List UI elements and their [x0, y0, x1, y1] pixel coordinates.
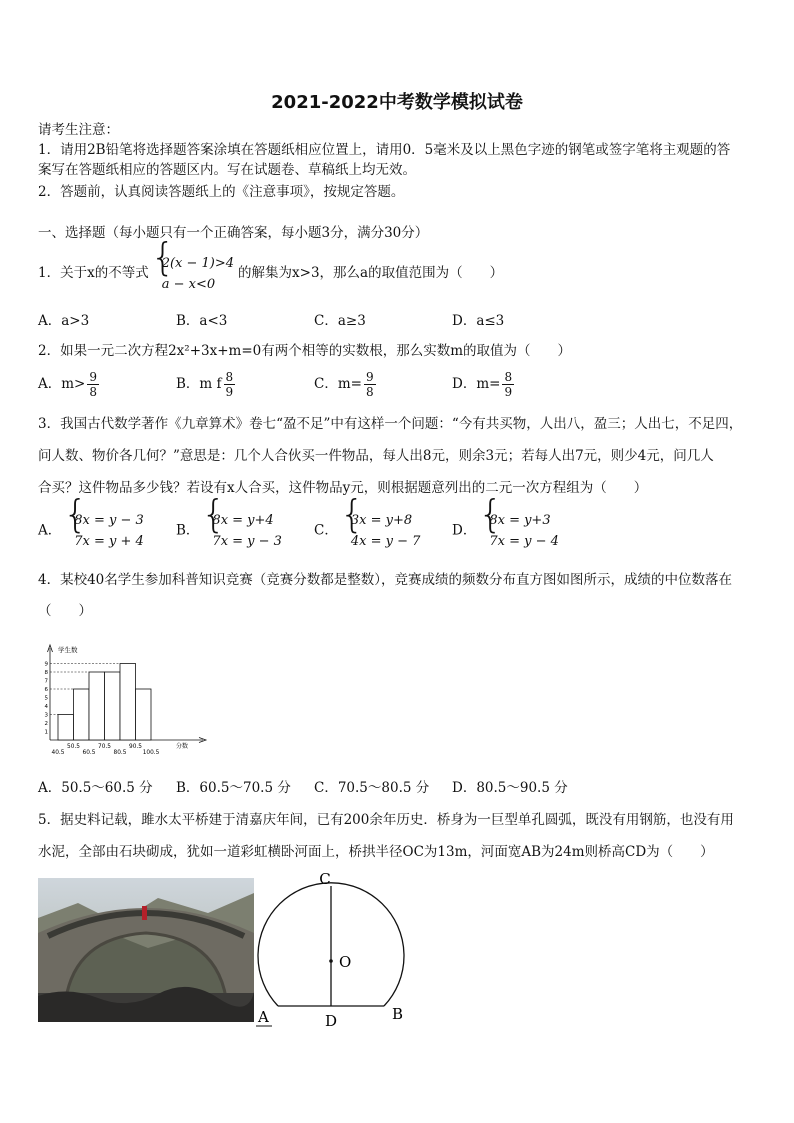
q2-option-c-fraction — [364, 370, 376, 399]
y-tick-label: 6 — [44, 687, 48, 693]
y-tick-label: 4 — [44, 704, 48, 710]
x-tick-label: 90.5 — [129, 744, 142, 750]
q3-option-c — [314, 510, 424, 552]
denominator: 9 — [504, 385, 513, 399]
label-d: D — [324, 1012, 338, 1030]
question-5-line-2: 水泥，全部由石块砌成，犹如一道彩虹横卧河面上，桥拱半径OC为13m，河面宽AB为24m则桥高CD为（ ） — [38, 844, 714, 860]
question-4-line-2: （ ） — [38, 603, 92, 619]
q1-prefix: 1．关于x的不等式 — [38, 265, 149, 281]
denominator: 8 — [365, 385, 374, 399]
bridge-photo — [38, 878, 254, 1022]
question-3-line-2: 问人数、物价各几何？”意思是：几个人合伙买一件物品，每人出8元，则余3元；若每人出7元，则少4元，问几人 — [38, 448, 714, 464]
section-heading: 一、选择题（每小题只有一个正确答案，每小题3分，满分30分） — [38, 225, 429, 241]
q4-option-b: B．60.5～70.5 分 — [176, 780, 291, 796]
q1-inequality-system — [153, 253, 234, 295]
q3-option-a-system — [65, 510, 144, 552]
x-tick-label: 60.5 — [82, 750, 96, 756]
histogram-bar — [136, 689, 152, 740]
sys-line-2: 7x = y − 4 — [489, 534, 559, 549]
q2-option-d — [452, 370, 516, 399]
y-tick-label: 5 — [44, 695, 48, 702]
x-tick-label: 70.5 — [98, 744, 111, 750]
q3-option-c-system — [342, 510, 421, 552]
sys-line-2: 7x = y + 4 — [74, 534, 144, 549]
q2-option-a — [38, 370, 101, 399]
notice-item-1a: 1．请用2B铅笔将选择题答案涂填在答题纸相应位置上，请用0．5毫米及以上黑色字迹的钢笔或签字笔将主观题的答 — [38, 142, 731, 158]
q3-option-d-system — [480, 510, 559, 552]
question-2: 2．如果一元二次方程2x²+3x+m=0有两个相等的实数根，那么实数m的取值为（ ） — [38, 343, 572, 359]
y-tick-label: 7 — [44, 678, 48, 685]
q3-option-a — [38, 510, 148, 552]
q3-option-d — [452, 510, 563, 552]
y-tick-label: 3 — [44, 712, 48, 719]
notice-heading: 请考生注意： — [38, 122, 119, 138]
q1-option-b: B．a<3 — [176, 313, 228, 329]
q3-option-b — [176, 510, 286, 552]
q3-option-c-label: C． — [314, 522, 338, 539]
sys-line-1: { 8x = y+3 — [489, 513, 551, 528]
question-1 — [38, 252, 758, 295]
question-4-line-1: 4．某校40名学生参加科普知识竞赛（竞赛分数都是整数），竞赛成绩的频数分布直方图如图所示，成绩的中位数落在 — [38, 572, 733, 588]
numerator: 8 — [504, 370, 513, 384]
q1-suffix: 的解集为x>3，那么a的取值范围为（ ） — [238, 265, 504, 281]
histogram-bar — [105, 672, 121, 740]
y-tick-label: 9 — [44, 661, 48, 668]
question-5-line-1: 5．据史料记载，雎水太平桥建于清嘉庆年间，已有200余年历史．桥身为一巨型单孔圆弧，既没有用钢筋，也没有用 — [38, 812, 734, 828]
q2-option-b-label: B．m f — [176, 376, 222, 392]
q1-sys-line-2: a − x<0 — [161, 276, 216, 292]
q2-option-a-fraction — [87, 370, 99, 399]
question-3-line-3: 合买？这件物品多少钱？若设有x人合买，这件物品y元，则根据题意列出的二元一次方程组为（ ） — [38, 480, 648, 496]
x-axis-label: 分数 — [176, 743, 189, 750]
denominator: 9 — [225, 385, 234, 399]
histogram-bar — [58, 715, 74, 741]
q2-option-c-label: C．m= — [314, 376, 362, 392]
q2-option-d-label: D．m= — [452, 376, 501, 392]
histogram-bar — [89, 672, 105, 740]
bridge-arch-diagram — [254, 868, 414, 1033]
histogram-bar — [74, 689, 90, 740]
histogram-bar — [120, 664, 136, 741]
x-tick-label: 80.5 — [113, 750, 127, 756]
denominator: 8 — [89, 385, 98, 399]
numerator: 9 — [89, 370, 98, 384]
q4-option-a: A．50.5～60.5 分 — [38, 780, 153, 796]
y-tick-label: 1 — [44, 729, 48, 736]
q2-option-c — [314, 370, 378, 399]
q1-option-d: D．a≤3 — [452, 313, 505, 329]
page-title: 2021-2022中考数学模拟试卷 — [271, 92, 523, 113]
q2-option-b — [176, 370, 237, 399]
sys-line-1: { 8x = y − 3 — [74, 513, 144, 528]
q3-option-d-label: D． — [452, 522, 477, 539]
q3-option-b-label: B． — [176, 522, 200, 539]
q3-option-b-system — [203, 510, 282, 552]
y-tick-label: 2 — [44, 721, 48, 727]
notice-item-2: 2．答题前，认真阅读答题纸上的《注意事项》，按规定答题。 — [38, 184, 405, 200]
numerator: 8 — [225, 370, 234, 384]
notice-item-1b: 案写在答题纸相应的答题区内。写在试题卷、草稿纸上均无效。 — [38, 162, 416, 178]
question-3-line-1: 3．我国古代数学著作《九章算术》卷七“盈不足”中有这样一个问题：“今有共买物，人出八，盈三；人出七，不足四， — [38, 416, 743, 432]
q2-option-d-fraction — [502, 370, 514, 399]
q1-sys-line-1: { 2(x − 1)>4 — [161, 255, 235, 271]
q3-option-a-label: A． — [38, 522, 62, 539]
q1-option-a: A．a>3 — [38, 313, 90, 329]
label-b: B — [392, 1005, 404, 1023]
q4-option-c: C．70.5～80.5 分 — [314, 780, 430, 796]
score-histogram — [38, 640, 228, 762]
label-c: C — [319, 870, 331, 888]
q1-option-c: C．a≥3 — [314, 313, 366, 329]
sys-line-1: { 3x = y+8 — [350, 513, 413, 528]
x-tick-label: 100.5 — [142, 750, 160, 756]
label-a: A — [258, 1008, 269, 1026]
x-tick-label: 50.5 — [67, 744, 80, 750]
y-tick-label: 8 — [44, 670, 48, 676]
numerator: 9 — [365, 370, 374, 384]
q2-option-a-label: A．m> — [38, 376, 86, 392]
label-o: O — [339, 953, 352, 971]
sys-line-1: { 8x = y+4 — [212, 513, 274, 528]
q2-option-b-fraction — [224, 370, 236, 399]
sys-line-2: 4x = y − 7 — [350, 534, 421, 549]
y-axis-label: 学生数 — [58, 646, 78, 654]
center-point-o — [329, 959, 333, 963]
q4-option-d: D．80.5～90.5 分 — [452, 780, 568, 796]
sys-line-2: 7x = y − 3 — [212, 534, 282, 549]
x-tick-label: 40.5 — [51, 750, 65, 756]
